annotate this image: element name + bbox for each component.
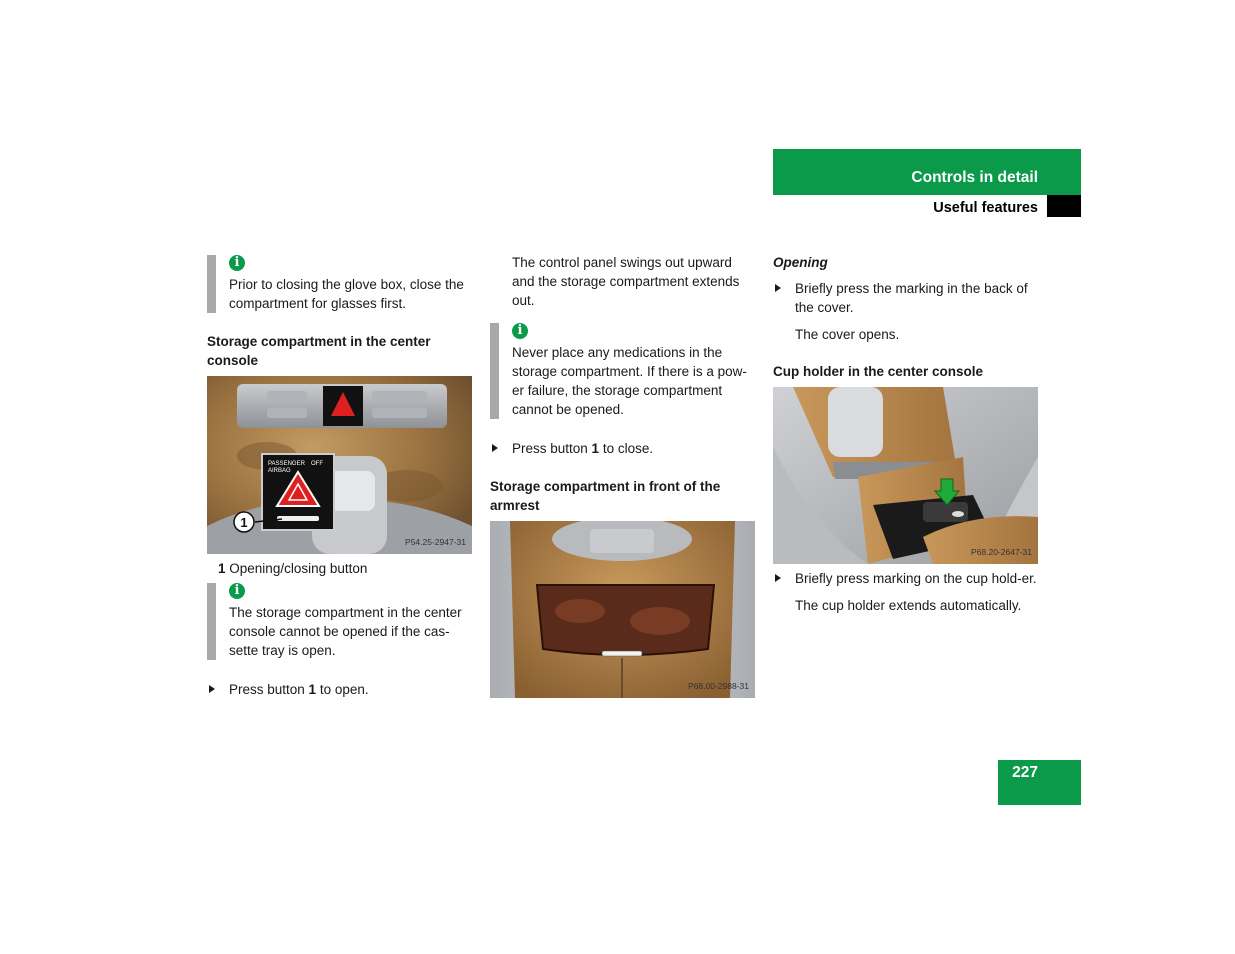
figure-code: P68.00-2988-31 [688, 681, 749, 691]
subsection-title: Useful features [933, 200, 1038, 216]
callout-1: 1 [240, 515, 248, 530]
panel-text-airbag: AIRBAG [268, 468, 291, 474]
result-text: The cup holder extends automatically. [795, 598, 1022, 613]
section-heading: Storage compartment in the center console [207, 334, 431, 368]
caption-number: 1 [218, 561, 226, 576]
center-console-image [207, 376, 472, 554]
cup-holder-image [773, 387, 1038, 564]
panel-text-passenger: PASSENGER [268, 461, 305, 467]
column-2 [490, 253, 755, 698]
step-button-number: 1 [591, 441, 600, 456]
section-heading: Cup holder in the center console [773, 364, 984, 379]
note-text: Never place any medications in the storage compartment. If there is a pow-er failure, the storage compartment cannot be opened. [512, 345, 747, 417]
step-text: Press button [512, 441, 592, 456]
instruction-step [207, 680, 472, 699]
note-bar [207, 255, 216, 313]
caption-text: Opening/closing button [229, 561, 368, 576]
column-1 [207, 255, 472, 699]
result-text: The cover opens. [795, 327, 900, 342]
page-number: 227 [1012, 764, 1038, 781]
subheading: Opening [773, 255, 828, 270]
info-note [490, 323, 755, 419]
figure-caption [207, 559, 472, 578]
figure-armrest-compartment [490, 521, 755, 698]
result-text: The control panel swings out upward and the storage compartment extends out. [512, 255, 740, 308]
instruction-step [490, 439, 755, 458]
info-icon: i [229, 255, 245, 271]
figure-center-console [207, 376, 472, 554]
note-text: The storage compartment in the center console cannot be opened if the cas-sette tray is open. [229, 605, 462, 658]
figure-code: P54.25-2947-31 [405, 537, 466, 547]
step-button-number: 1 [308, 682, 317, 697]
section-title: Controls in detail [911, 169, 1038, 186]
step-text: Press button [229, 682, 309, 697]
note-bar [207, 583, 216, 660]
header-black-tab [1047, 195, 1081, 217]
figure-code: P68.20-2647-31 [971, 547, 1032, 557]
step-text: to close. [599, 441, 654, 456]
panel-text-off: OFF [311, 461, 323, 467]
step-text: to open. [316, 682, 369, 697]
section-heading: Storage compartment in front of the armrest [490, 479, 721, 513]
info-icon: i [229, 583, 245, 599]
note-bar [490, 323, 499, 419]
info-icon: i [512, 323, 528, 339]
info-note [207, 583, 472, 660]
column-3 [773, 253, 1038, 615]
info-note [207, 255, 472, 313]
instruction-step: Briefly press marking on the cup hold-er. [773, 569, 1038, 588]
instruction-step: Briefly press the marking in the back of the cover. [773, 279, 1038, 317]
figure-cup-holder [773, 387, 1038, 564]
note-text: Prior to closing the glove box, close the compartment for glasses first. [229, 277, 464, 311]
armrest-compartment-image [490, 521, 755, 698]
